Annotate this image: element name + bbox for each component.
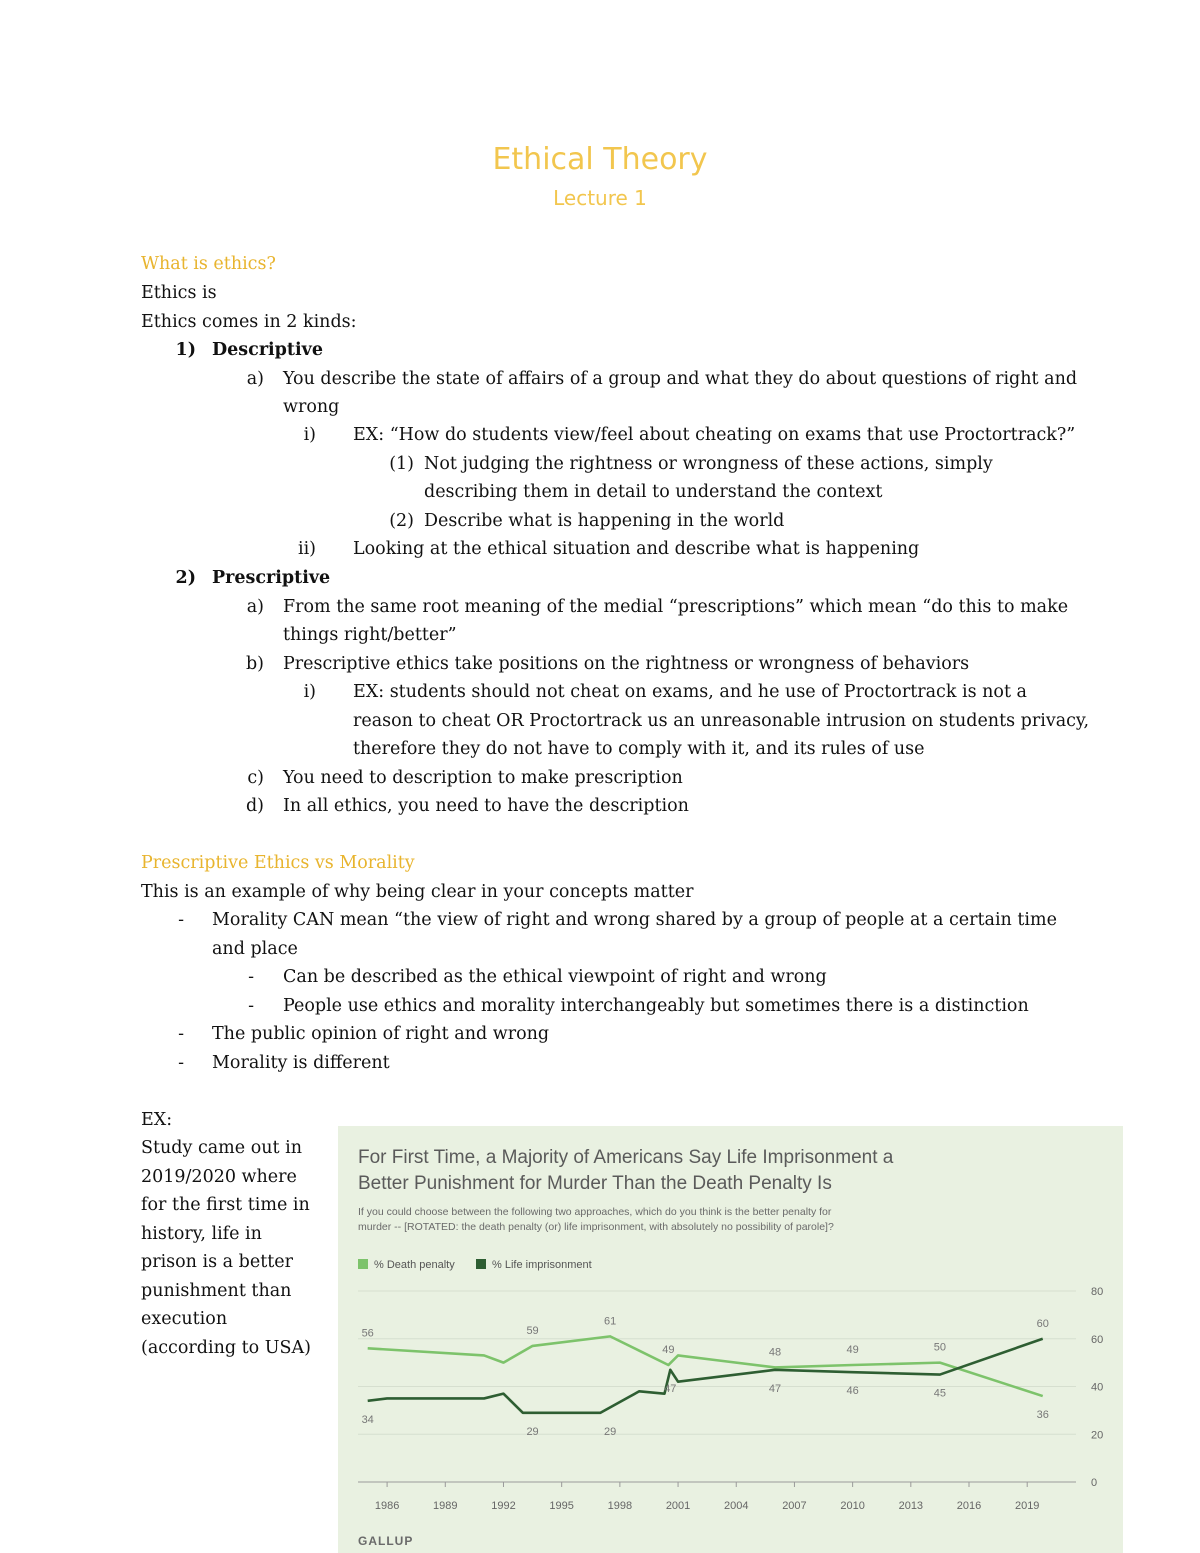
data-label: 29 bbox=[526, 1425, 539, 1438]
text-line: People use ethics and morality interchangeably but sometimes there is a distinction bbox=[283, 996, 1029, 1016]
bullet-dash: - bbox=[178, 1053, 184, 1073]
text-line: This is an example of why being clear in your concepts matter bbox=[141, 882, 694, 902]
y-tick-label: 80 bbox=[1091, 1286, 1104, 1298]
data-label: 36 bbox=[1036, 1409, 1049, 1422]
bullet-dash: - bbox=[178, 910, 184, 930]
data-label: 34 bbox=[361, 1413, 374, 1426]
text-line: Can be described as the ethical viewpoint of right and wrong bbox=[283, 967, 827, 987]
text-line: Ethics is bbox=[141, 283, 217, 303]
example-line: for the first time in bbox=[141, 1195, 310, 1215]
list-marker: c) bbox=[247, 768, 264, 788]
y-tick-label: 40 bbox=[1091, 1381, 1104, 1394]
x-tick-label: 1986 bbox=[374, 1500, 400, 1512]
list-marker: d) bbox=[245, 796, 264, 816]
data-label: 47 bbox=[768, 1382, 782, 1395]
section-heading-ethics-vs-morality: Prescriptive Ethics vs Morality bbox=[141, 853, 415, 873]
x-tick-label: 2013 bbox=[898, 1500, 924, 1512]
text-line: Morality is different bbox=[212, 1053, 390, 1073]
y-tick-label: 60 bbox=[1091, 1333, 1104, 1346]
text-line: In all ethics, you need to have the description bbox=[283, 796, 689, 816]
legend-label: % Life imprisonment bbox=[492, 1259, 592, 1271]
chart-source: GALLUP bbox=[358, 1534, 414, 1548]
list-marker: a) bbox=[246, 597, 264, 617]
list-marker: 2) bbox=[175, 568, 196, 588]
text-line: Looking at the ethical situation and describe what is happening bbox=[353, 539, 920, 559]
x-tick-label: 1998 bbox=[607, 1500, 633, 1512]
list-marker: a) bbox=[246, 369, 264, 389]
example-line: history, life in bbox=[141, 1224, 262, 1244]
text-line: things right/better” bbox=[283, 625, 457, 645]
list-item-descriptive: Descriptive bbox=[212, 340, 323, 360]
x-tick-label: 2010 bbox=[840, 1500, 865, 1512]
data-label: 47 bbox=[664, 1382, 677, 1395]
example-line: prison is a better bbox=[141, 1252, 293, 1272]
data-label: 61 bbox=[604, 1315, 617, 1328]
list-marker: (1) bbox=[389, 454, 414, 474]
document-subtitle: Lecture 1 bbox=[553, 186, 647, 210]
x-tick-label: 2001 bbox=[665, 1500, 691, 1512]
chart-title-line-1: For First Time, a Majority of Americans Say Life Imprisonment a bbox=[358, 1147, 894, 1168]
bullet-dash: - bbox=[248, 996, 254, 1016]
data-label: 56 bbox=[361, 1327, 374, 1340]
bullet-dash: - bbox=[248, 967, 254, 987]
example-line: Study came out in bbox=[141, 1138, 302, 1158]
example-line: (according to USA) bbox=[141, 1338, 311, 1358]
x-tick-label: 1989 bbox=[433, 1500, 458, 1512]
x-tick-label: 2019 bbox=[1014, 1500, 1040, 1512]
list-marker: 1) bbox=[175, 340, 196, 360]
text-line: EX: “How do students view/feel about cheating on exams that use Proctortrack?” bbox=[353, 425, 1076, 445]
text-line: Morality CAN mean “the view of right and wrong shared by a group of people at a certain time bbox=[212, 910, 1057, 930]
text-line: describing them in detail to understand the context bbox=[424, 482, 883, 502]
x-tick-label: 2004 bbox=[724, 1500, 749, 1512]
text-line: therefore they do not have to comply with it, and its rules of use bbox=[353, 739, 925, 759]
list-marker: i) bbox=[303, 682, 316, 702]
text-line: and place bbox=[212, 939, 298, 959]
x-tick-label: 2007 bbox=[782, 1500, 807, 1512]
list-marker: (2) bbox=[389, 511, 414, 531]
gallup-chart bbox=[338, 1126, 1123, 1553]
chart-svg bbox=[338, 1126, 1123, 1553]
data-label: 48 bbox=[768, 1346, 782, 1359]
text-line: You describe the state of affairs of a group and what they do about questions of right and bbox=[283, 369, 1078, 389]
x-tick-label: 1995 bbox=[549, 1500, 574, 1512]
data-label: 59 bbox=[526, 1324, 539, 1337]
document-title: Ethical Theory bbox=[492, 142, 708, 177]
data-label: 45 bbox=[933, 1387, 947, 1400]
text-line: The public opinion of right and wrong bbox=[212, 1024, 550, 1044]
data-label: 46 bbox=[846, 1385, 859, 1398]
data-label: 29 bbox=[604, 1425, 617, 1438]
data-label: 60 bbox=[1036, 1317, 1049, 1330]
data-label: 49 bbox=[846, 1344, 859, 1357]
text-line: From the same root meaning of the medial “prescriptions” which mean “do this to make bbox=[283, 597, 1069, 617]
chart-legend bbox=[358, 1259, 592, 1271]
chart-data-labels bbox=[362, 1315, 1049, 1437]
list-marker: ii) bbox=[297, 539, 316, 559]
data-label: 50 bbox=[933, 1341, 947, 1354]
example-line: 2019/2020 where bbox=[141, 1167, 297, 1187]
x-tick-label: 2016 bbox=[956, 1500, 982, 1512]
example-label: EX: bbox=[141, 1110, 173, 1130]
legend-label: % Death penalty bbox=[374, 1259, 455, 1271]
chart-grid bbox=[358, 1291, 1076, 1482]
y-tick-label: 20 bbox=[1091, 1429, 1104, 1442]
data-label: 49 bbox=[662, 1344, 675, 1357]
section-heading-what-is-ethics: What is ethics? bbox=[141, 254, 276, 274]
list-item-prescriptive: Prescriptive bbox=[212, 568, 331, 588]
text-line: Ethics comes in 2 kinds: bbox=[141, 312, 357, 332]
legend-swatch bbox=[358, 1259, 368, 1269]
text-line: EX: students should not cheat on exams, and he use of Proctortrack is not a bbox=[353, 682, 1027, 702]
chart-title-line-2: Better Punishment for Murder Than the Death Penalty Is bbox=[358, 1173, 832, 1194]
list-marker: i) bbox=[303, 425, 316, 445]
list-marker: b) bbox=[245, 654, 264, 674]
text-line: Prescriptive ethics take positions on the rightness or wrongness of behaviors bbox=[283, 654, 970, 674]
text-line: reason to cheat OR Proctortrack us an unreasonable intrusion on students privacy, bbox=[353, 711, 1090, 731]
chart-question-line-2: murder -- [ROTATED: the death penalty (or) life imprisonment, with absolutely no possibility of parole]? bbox=[358, 1221, 834, 1233]
example-line: execution bbox=[141, 1309, 228, 1329]
text-line: wrong bbox=[283, 397, 340, 417]
text-line: Not judging the rightness or wrongness of these actions, simply bbox=[424, 454, 993, 474]
example-line: punishment than bbox=[141, 1281, 292, 1301]
legend-swatch bbox=[476, 1259, 486, 1269]
chart-question-line-1: If you could choose between the following two approaches, which do you think is the better penalty for bbox=[358, 1206, 832, 1218]
x-tick-label: 1992 bbox=[491, 1500, 516, 1512]
text-line: Describe what is happening in the world bbox=[424, 511, 785, 531]
y-tick-label: 0 bbox=[1091, 1477, 1098, 1489]
text-line: You need to description to make prescription bbox=[283, 768, 683, 788]
bullet-dash: - bbox=[178, 1024, 184, 1044]
